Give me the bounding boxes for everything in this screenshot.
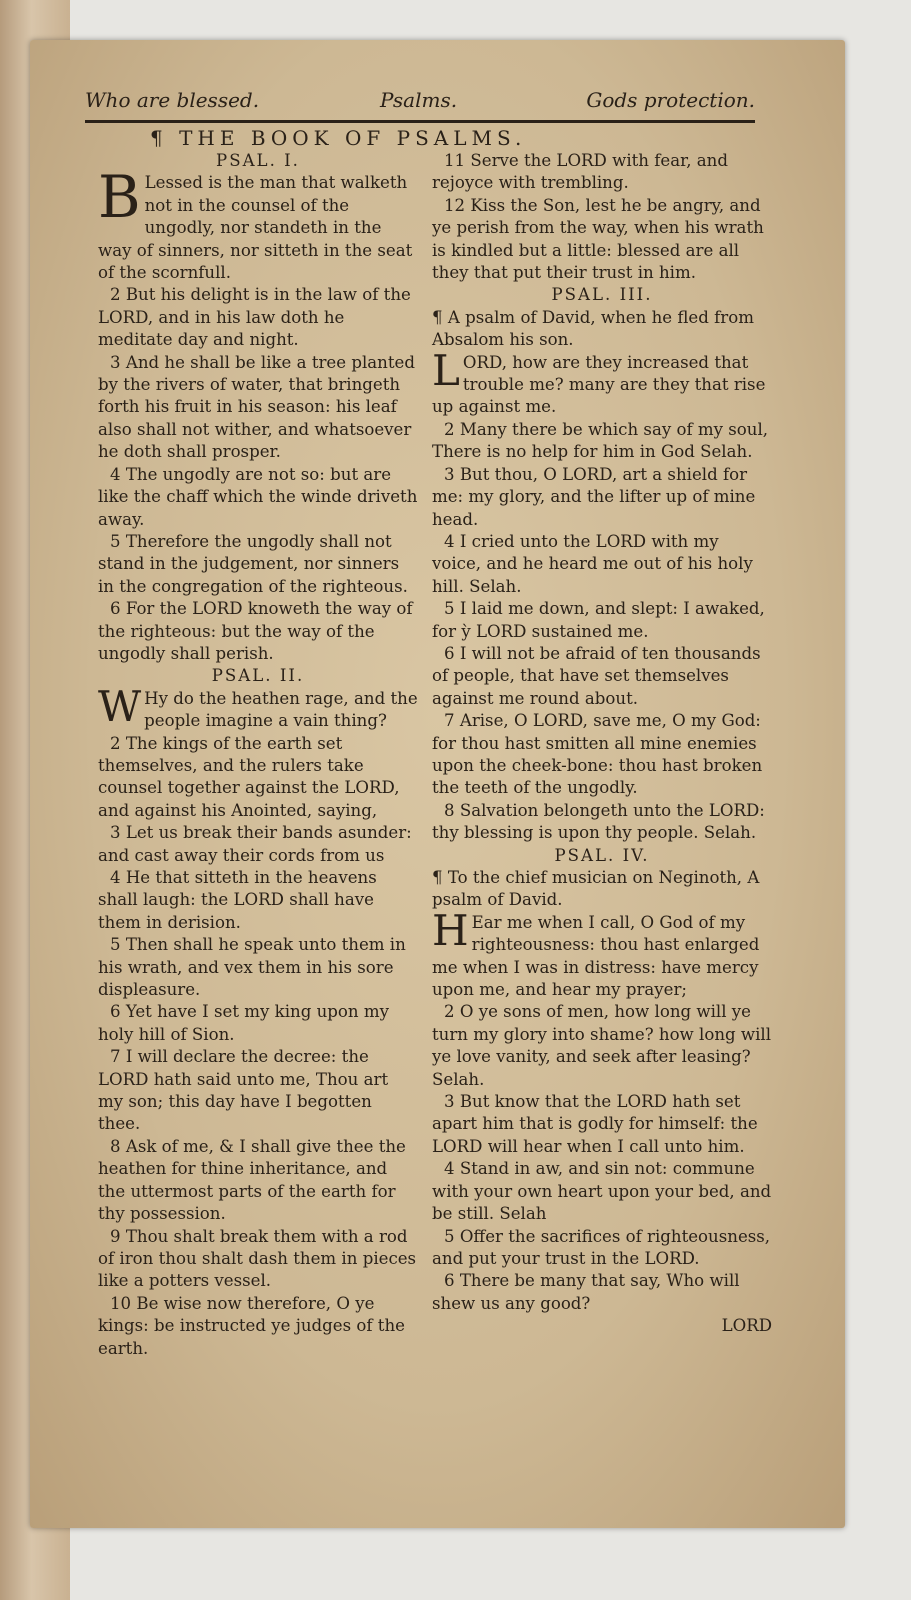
verse-text: Ear me when I call, O God of my righteousness: thou hast enlarged me when I was in distress: have mercy upon me, and hear my prayer; [432, 912, 760, 1000]
psalm-2-verse-11: 11 Serve the LORD with fear, and rejoyce with trembling. [432, 151, 728, 193]
catchword: LORD [721, 1316, 772, 1336]
drop-cap: H [432, 905, 469, 955]
psalm-3-verse-1 [432, 345, 772, 419]
psalm-2-verse-2: 2 The kings of the earth set themselves, and the rulers take counsel together against the LORD, and against his Anointed, saying, [98, 733, 400, 820]
psalm-3-verse-8: 8 Salvation belongeth unto the LORD: thy blessing is upon thy people. Selah. [432, 800, 765, 843]
psalm-1-verse-2: 2 But his delight is in the law of the LORD, and in his law doth he meditate day and night. [98, 285, 411, 350]
header-rule [85, 120, 755, 123]
drop-cap: W [98, 681, 142, 731]
psalm-2-title: PSAL. II. [211, 666, 305, 686]
header-right: Gods protection. [586, 88, 755, 112]
psalm-3-verse-7: 7 Arise, O LORD, save me, O my God: for thou hast smitten all mine enemies upon the cheek-bone: thou hast broken the teeth of the ungodly. [432, 711, 763, 798]
verse-text: Hy do the heathen rage, and the people imagine a vain thing? [144, 688, 418, 731]
psalm-1-title: PSAL. I. [216, 151, 300, 170]
psalm-3-verse-2: 2 Many there be which say of my soul, There is no help for him in God Selah. [432, 419, 769, 462]
psalm-2-verse-8: 8 Ask of me, & I shall give thee the heathen for thine inheritance, and the uttermost parts of the earth for thy possession. [98, 1136, 406, 1224]
psalm-4-verse-2: 2 O ye sons of men, how long will ye turn my glory into shame? how long will ye love vanity, and seek after leasing? Selah. [432, 1002, 772, 1089]
header-left: Who are blessed. [85, 88, 260, 112]
psalm-4-verse-6: 6 There be many that say, Who will shew us any good? [432, 1271, 740, 1313]
psalm-4-title: PSAL. IV. [554, 845, 650, 865]
psalm-2-verse-12: 12 Kiss the Son, lest he be angry, and ye perish from the way, when his wrath is kindled but a little: blessed are all they that put their trust in him. [432, 195, 764, 283]
psalm-2-verse-3: 3 Let us break their bands asunder: and cast away their cords from us [98, 823, 412, 865]
psalm-3-heading: ¶ A psalm of David, when he fled from Absalom his son. [432, 307, 754, 350]
psalm-4-heading: ¶ To the chief musician on Neginoth, A psalm of David. [432, 868, 760, 910]
psalm-3-title: PSAL. III. [551, 285, 653, 305]
psalm-2-verse-10: 10 Be wise now therefore, O ye kings: be instructed ye judges of the earth. [98, 1293, 405, 1358]
book-title: ¶ THE BOOK OF PSALMS. [150, 126, 527, 150]
psalm-1-verse-4: 4 The ungodly are not so: but are like the chaff which the winde driveth away. [98, 464, 418, 529]
psalm-2-verse-9: 9 Thou shalt break them with a rod of iron thou shalt dash them in pieces like a potters vessel. [98, 1226, 417, 1291]
psalm-3-verse-5: 5 I laid me down, and slept: I awaked, for ỳ LORD sustained me. [432, 599, 765, 641]
psalm-2-verse-1 [98, 681, 418, 733]
left-column [98, 150, 418, 1360]
psalm-1-verse-3: 3 And he shall be like a tree planted by the rivers of water, that bringeth forth his fruit in his season: his leaf also shall not wither, and whatsoever he doth shall prosper. [98, 352, 415, 462]
psalm-4-verse-4: 4 Stand in aw, and sin not: commune with your own heart upon your bed, and be still. Selah [432, 1159, 772, 1224]
psalm-2-verse-5: 5 Then shall he speak unto them in his wrath, and vex them in his sore displeasure. [98, 935, 406, 1000]
psalm-1-verse-5: 5 Therefore the ungodly shall not stand in the judgement, nor sinners in the congregation of the righteous. [98, 531, 408, 596]
drop-cap: B [98, 163, 141, 232]
psalm-1-verse-1 [98, 163, 418, 284]
psalm-3-verse-6: 6 I will not be afraid of ten thousands of people, that have set themselves against me round about. [432, 643, 761, 708]
psalm-3-verse-3: 3 But thou, O LORD, art a shield for me: my glory, and the lifter up of mine head. [432, 464, 756, 529]
psalm-1-verse-6: 6 For the LORD knoweth the way of the righteous: but the way of the ungodly shall perish. [98, 599, 413, 663]
psalm-2-verse-6: 6 Yet have I set my king upon my holy hill of Sion. [98, 1002, 389, 1044]
right-column [432, 150, 772, 1338]
header-center: Psalms. [380, 88, 458, 112]
psalm-4-verse-3: 3 But know that the LORD hath set apart him that is godly for himself: the LORD will hear when I call unto him. [432, 1092, 758, 1156]
running-header [85, 88, 755, 118]
psalm-4-verse-5: 5 Offer the sacrifices of righteousness, and put your trust in the LORD. [432, 1226, 771, 1268]
psalm-2-verse-7: 7 I will declare the decree: the LORD hath said unto me, Thou art my son; this day have I begotten thee. [98, 1047, 389, 1134]
drop-cap: L [432, 345, 460, 395]
verse-text: Lessed is the man that walketh not in the counsel of the ungodly, nor standeth in the way of sinners, nor sitteth in the seat of the scornfull. [98, 173, 413, 283]
psalm-2-verse-4: 4 He that sitteth in the heavens shall laugh: the LORD shall have them in derision. [98, 868, 377, 932]
verse-text: ORD, how are they increased that trouble me? many are they that rise up against me. [432, 352, 766, 417]
psalm-3-verse-4: 4 I cried unto the LORD with my voice, and he heard me out of his holy hill. Selah. [432, 531, 753, 596]
psalm-4-verse-1 [432, 905, 772, 1002]
